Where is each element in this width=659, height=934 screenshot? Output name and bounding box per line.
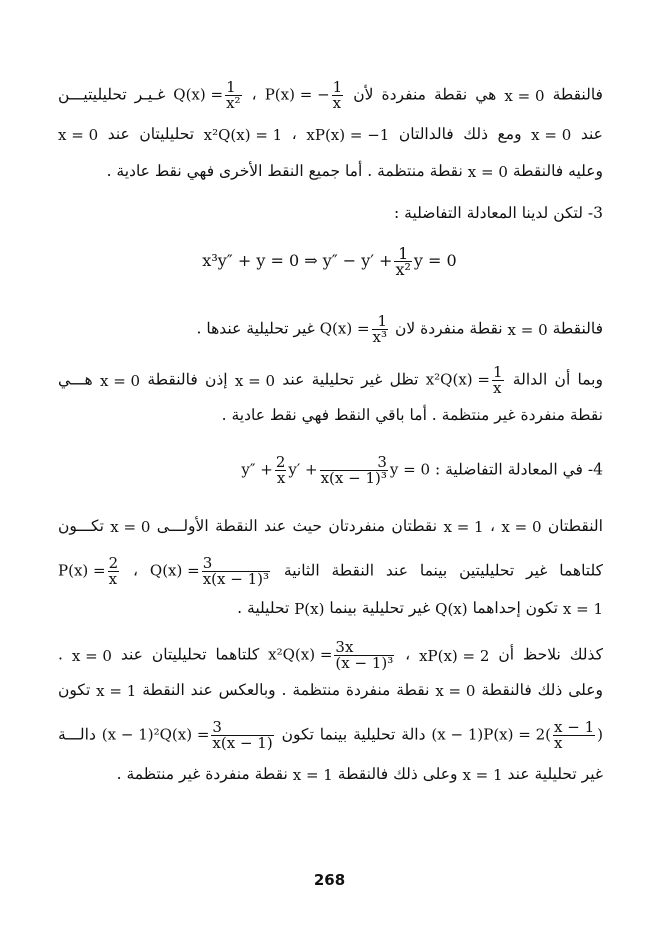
math-expr: x = 0 [531, 126, 572, 144]
text-run: وعليه فالنقطة [512, 162, 603, 180]
text-run: هي نقطة منفردة لأن [353, 85, 497, 104]
separator: ، [133, 561, 139, 580]
text-run: دالـــة [58, 725, 96, 744]
equation-1 [0, 246, 659, 277]
math-expr: x = 0 [507, 320, 548, 339]
math-expr: y″ + $\frac{2}{x}$ y′ + $\frac{3}{\text{x(x − 1)³}}$ y = 0 [241, 453, 431, 487]
separator: ، [251, 85, 257, 104]
math-expr: xP(x) = −1 [306, 126, 390, 144]
math-expr: x²Q(x) = 1 [203, 126, 283, 144]
text-run: غير تحليلية عند [507, 765, 603, 783]
text-run: وعلى ذلك فالنقطة [481, 681, 603, 699]
text-run: عند [580, 125, 603, 143]
text-run: كلتاهما غير تحليليتين بينما عند النقطة الثانية [283, 561, 603, 580]
text-run: تحليلية . [237, 599, 290, 617]
math-expr: x = 1 [292, 766, 333, 784]
math-expr: x = 1 [443, 518, 484, 536]
separator: ، [405, 645, 411, 664]
math-expr: Q(x) = $\frac{1}{\text{x²}}$ [173, 78, 241, 112]
math-expr: (x − 1)P(x) = 2( $\frac{x - 1}{x}$ ) [431, 718, 603, 752]
math-expr: x = 0 [504, 86, 545, 105]
text-run: فالنقطة [552, 85, 603, 104]
math-expr: x = 0 [71, 646, 112, 665]
text-run: تحليليتان عند [107, 125, 195, 143]
text-line-2 [58, 123, 603, 146]
text-run: 3- لتكن لدينا المعادلة التفاضلية : [394, 204, 603, 222]
text-line-7 [58, 404, 603, 426]
math-expr: x = 0 [501, 518, 542, 536]
text-run: تكـــون [58, 517, 104, 535]
text-run: نقطة منفردة منتظمة . وبالعكس عند النقطة [142, 681, 430, 699]
math-expr: Q(x) = $\frac{1}{\text{x³}}$ [319, 312, 388, 346]
text-line-12 [58, 640, 603, 671]
math-expr: P(x) [294, 600, 325, 618]
text-run: فالنقطة [552, 319, 603, 338]
text-run: كلتاهما تحليليتان عند [120, 645, 260, 664]
text-run: . [58, 645, 63, 664]
text-run: هـــي [58, 370, 93, 389]
math-expr: x = 0 [110, 518, 151, 536]
math-expr: P(x) = − $\frac{1}{x}$ [264, 78, 343, 112]
text-run: تكون [58, 681, 91, 699]
math-expr: x = 0 [58, 126, 99, 144]
math-expr: x = 0 [435, 682, 476, 700]
math-expr: x = 1 [96, 682, 137, 700]
math-expr: xP(x) = 2 [419, 646, 490, 665]
separator: ، [489, 517, 495, 535]
text-run: 4- في المعادلة التفاضلية : [434, 460, 603, 479]
text-run: نقطة منتظمة . أما جميع النقط الأخرى فهي نقط عادية . [106, 162, 463, 180]
math-expr: Q(x) [435, 600, 468, 618]
text-line-9 [58, 515, 603, 538]
text-line-13 [58, 679, 603, 702]
text-run: غير تحليلية بينما [329, 599, 431, 617]
section-heading-4 [58, 455, 603, 486]
text-run: نقطة منفردة غير منتظمة . أما باقي النقط فهي نقط عادية . [221, 406, 603, 424]
math-expr: (x − 1)²Q(x) = $\frac{3}{x(x - 1)}$ [101, 718, 273, 752]
text-run: نقطة منفردة لان [394, 319, 503, 338]
text-run: دالة تحليلية بينما تكون [281, 725, 426, 744]
text-run: إذن فالنقطة [147, 370, 228, 389]
text-line-11 [58, 597, 603, 620]
math-expr: x = 0 [234, 371, 275, 390]
separator: ، [291, 125, 297, 143]
math-expr: x²Q(x) = $\frac{3x}{\text{(x − 1)³}}$ [268, 638, 394, 672]
text-run: النقطتان [547, 517, 603, 535]
text-line-14 [58, 720, 603, 751]
text-line-3 [58, 160, 603, 183]
text-line-5 [58, 314, 603, 345]
text-run: تكون إحداهما [472, 599, 558, 617]
math-expr: x = 1 [562, 600, 603, 618]
math-expr: x³y″ + y = 0 ⇒ y″ − y′ + $\frac{1}{\text{x²}}$ y = 0 [202, 244, 457, 279]
text-line-15 [58, 763, 603, 786]
text-run: تظل غير تحليلية عند [282, 370, 419, 389]
math-expr: P(x) = $\frac{2}{x}$ [58, 554, 119, 588]
math-expr: x = 1 [462, 766, 503, 784]
text-run: نقطة منفردة غير منتظمة . [116, 765, 288, 783]
math-expr: Q(x) = $\frac{3}{\text{x(x − 1)³}}$ [149, 554, 270, 588]
math-expr: x²Q(x) = $\frac{1}{x}$ [425, 363, 503, 397]
page-number: 268 [313, 871, 346, 889]
text-run: ومع ذلك فالدالتان [398, 125, 522, 143]
section-heading-3 [58, 202, 603, 224]
text-run: وبما أن الدالة [512, 370, 603, 389]
text-run: نقطتان منفردتان حيث عند النقطة الأولـــى [156, 517, 438, 535]
text-run: كذلك نلاحظ أن [498, 645, 603, 664]
text-run: وعلى ذلك فالنقطة [337, 765, 458, 783]
math-expr: x = 0 [467, 163, 508, 181]
text-run: غير تحليلية عندها . [196, 319, 315, 338]
text-line-6 [58, 365, 603, 396]
math-expr: x = 0 [99, 371, 141, 390]
text-line-10 [58, 556, 603, 587]
text-line-1 [58, 80, 603, 111]
text-run: غـيـر تحليليتيـــن [58, 85, 166, 104]
